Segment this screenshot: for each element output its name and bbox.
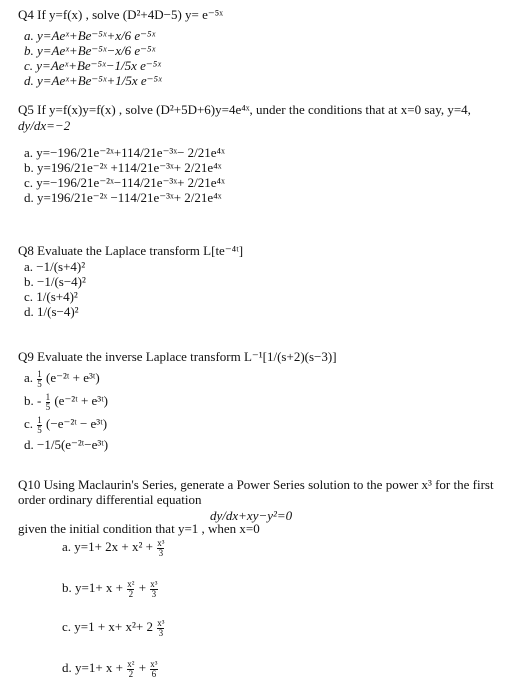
q10-option-d-plus: + [138, 660, 147, 675]
q8-option-b[interactable]: b. −1/(s−4)² [24, 274, 86, 289]
q10-option-a-prefix: a. y=1+ 2x + x² + [62, 539, 153, 554]
q9-option-b-prefix: b. - [24, 393, 42, 408]
q9-option-b-expression: (e⁻²ᵗ + e³ᵗ) [54, 393, 109, 408]
q8-option-a[interactable]: a. −1/(s+4)² [24, 259, 86, 274]
q5-option-c[interactable]: c. y=−196/21e⁻²ˣ−114/21e⁻³ˣ+ 2/21e⁴ˣ [24, 175, 225, 190]
q10-option-b-fraction-1: $\frac{\text{x²}}{2}$ [127, 578, 135, 599]
q10-option-d-fraction-2: $\frac{\text{x³}}{6}$ [150, 658, 158, 679]
q8-option-d[interactable]: d. 1/(s−4)² [24, 304, 79, 319]
q9-option-c[interactable] [24, 412, 107, 436]
q8-question: Q8 Evaluate the Laplace transform L[te⁻⁴ᵗ] [18, 243, 244, 258]
q4-option-d[interactable]: d. y=Aeˣ+Be⁻⁵ˣ+1/5x e⁻⁵ˣ [24, 73, 162, 88]
q9-option-a[interactable] [24, 366, 100, 390]
q5-question-condition: dy/dx=−2 [18, 118, 71, 133]
q10-option-d[interactable] [62, 655, 159, 681]
q10-option-c-fraction: $\frac{\text{x³}}{3}$ [157, 617, 165, 638]
q10-option-d-fraction-1: $\frac{\text{x²}}{2}$ [127, 658, 135, 679]
q4-option-c[interactable]: c. y=Aeˣ+Be⁻⁵ˣ−1/5x e⁻⁵ˣ [24, 58, 161, 73]
q9-option-a-prefix: a. [24, 370, 34, 385]
q10-option-b[interactable] [62, 575, 159, 601]
q10-option-a[interactable] [62, 534, 165, 560]
q10-option-b-fraction-2: $\frac{\text{x³}}{3}$ [150, 578, 158, 599]
q10-initial-condition: given the initial condition that y=1 , when x=0 [18, 521, 260, 536]
q9-option-c-prefix: c. [24, 416, 34, 431]
q10-question: Q10 Using Maclaurin's Series, generate a Power Series solution to the power x³ for the first [18, 477, 494, 492]
q10-option-c-prefix: c. y=1 + x+ x²+ 2 [62, 619, 153, 634]
q4-question: Q4 If y=f(x) , solve (D²+4D−5) y= e⁻⁵ˣ [18, 7, 224, 22]
q9-option-d[interactable]: d. −1/5(e⁻²ᵗ−e³ᵗ) [24, 437, 109, 452]
q5-option-d[interactable]: d. y=196/21e⁻²ˣ −114/21e⁻³ˣ+ 2/21e⁴ˣ [24, 190, 222, 205]
q4-option-a[interactable]: a. y=Aeˣ+Be⁻⁵ˣ+x/6 e⁻⁵ˣ [24, 28, 156, 43]
q8-option-c[interactable]: c. 1/(s+4)² [24, 289, 78, 304]
q5-option-a[interactable]: a. y=−196/21e⁻²ˣ+114/21e⁻³ˣ− 2/21e⁴ˣ [24, 145, 225, 160]
q10-equation: dy/dx+xy−y²=0 [210, 508, 293, 523]
q10-question-line2: order ordinary differential equation [18, 492, 202, 507]
q9-option-a-fraction: $\frac{1}{5}$ [37, 368, 42, 389]
q9-option-c-fraction: $\frac{1}{5}$ [37, 414, 42, 435]
q10-option-c[interactable] [62, 614, 165, 640]
q9-option-c-expression: (−e⁻²ᵗ − e³ᵗ) [46, 416, 108, 431]
q5-option-b[interactable]: b. y=196/21e⁻²ˣ +114/21e⁻³ˣ+ 2/21e⁴ˣ [24, 160, 222, 175]
q9-option-b[interactable] [24, 389, 108, 413]
q9-option-b-fraction: $\frac{1}{5}$ [45, 391, 51, 412]
q9-option-a-expression: (e⁻²ᵗ + e³ᵗ) [46, 370, 100, 385]
q10-option-a-fraction: $\frac{\text{x³}}{3}$ [157, 537, 165, 558]
q5-question: Q5 If y=f(x)y=f(x) , solve (D²+5D+6)y=4e⁴ˣ, under the conditions that at x=0 say, y=4, [18, 102, 471, 117]
q10-option-b-plus: + [138, 580, 147, 595]
q4-option-b[interactable]: b. y=Aeˣ+Be⁻⁵ˣ−x/6 e⁻⁵ˣ [24, 43, 156, 58]
q10-option-d-prefix: d. y=1+ x + [62, 660, 123, 675]
q10-option-b-prefix: b. y=1+ x + [62, 580, 123, 595]
q9-question: Q9 Evaluate the inverse Laplace transform L⁻¹[1/(s+2)(s−3)] [18, 349, 337, 364]
